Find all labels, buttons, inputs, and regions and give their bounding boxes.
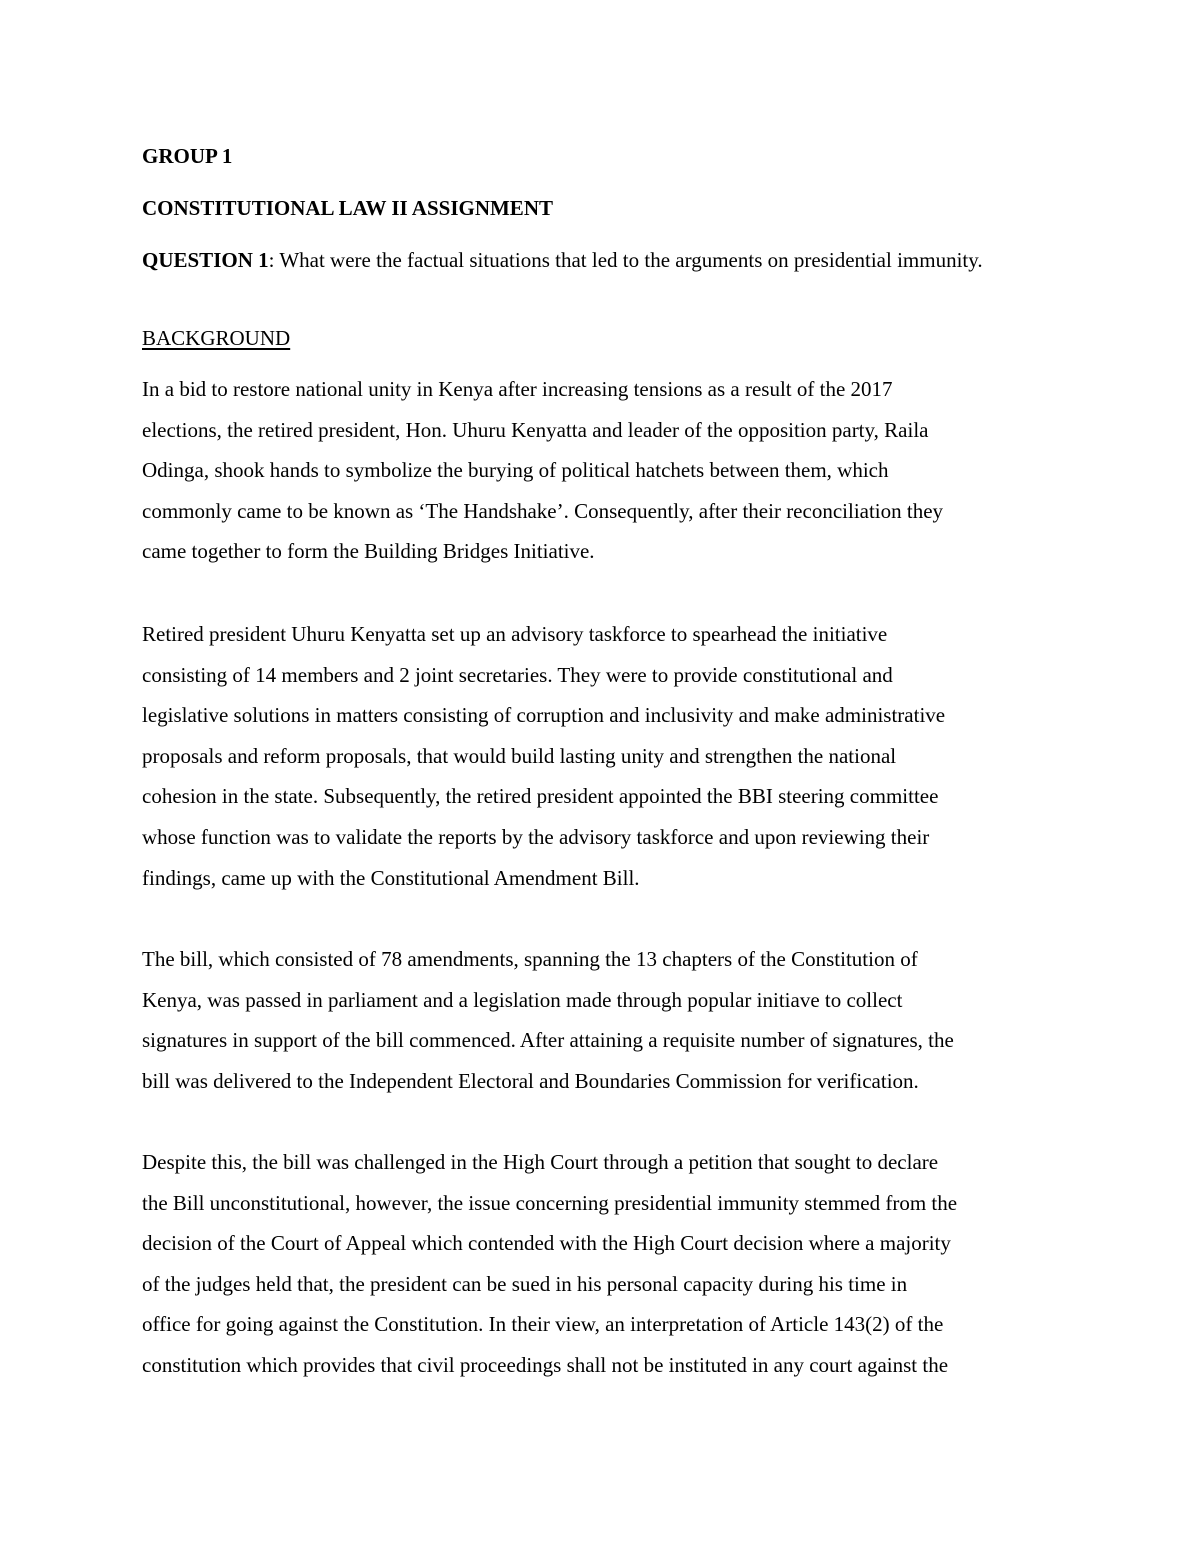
text-line: legislative solutions in matters consisting of corruption and inclusivity and make administrative [142, 703, 946, 728]
section-title-background: BACKGROUND [142, 326, 291, 350]
text-line: In a bid to restore national unity in Kenya after increasing tensions as a result of the 2017 [142, 377, 893, 401]
text-line: Despite this, the bill was challenged in the High Court through a petition that sought to declare [142, 1150, 939, 1174]
text-line: whose function was to validate the reports by the advisory taskforce and upon reviewing their [142, 824, 930, 849]
text-line: constitution which provides that civil proceedings shall not be instituted in any court against the [142, 1352, 949, 1377]
text-line: The bill, which consisted of 78 amendments, spanning the 13 chapters of the Constitution of [142, 947, 918, 971]
text-line: proposals and reform proposals, that would build lasting unity and strengthen the national [142, 743, 897, 768]
question-1 [142, 244, 1042, 276]
question-label: QUESTION 1 [142, 248, 269, 272]
text-line: Kenya, was passed in parliament and a legislation made through popular initiave to collect [142, 987, 903, 1012]
course-heading: CONSTITUTIONAL LAW II ASSIGNMENT [142, 196, 553, 220]
text-line: consisting of 14 members and 2 joint secretaries. They were to provide constitutional and [142, 662, 893, 687]
text-line: office for going against the Constitution. In their view, an interpretation of Article 143(2) of the [142, 1312, 944, 1337]
group-heading: GROUP 1 [142, 144, 233, 168]
text-line: cohesion in the state. Subsequently, the retired president appointed the BBI steering committee [142, 784, 939, 809]
text-line: signatures in support of the bill commenced. After attaining a requisite number of signatures, the [142, 1028, 954, 1053]
paragraph-2 [142, 614, 1062, 898]
text-line: came together to form the Building Bridges Initiative. [142, 539, 595, 564]
text-line: Odinga, shook hands to symbolize the burying of political hatchets between them, which [142, 458, 889, 483]
text-line: Retired president Uhuru Kenyatta set up an advisory taskforce to spearhead the initiative [142, 622, 888, 646]
paragraph-1 [142, 369, 1062, 572]
text-line: decision of the Court of Appeal which contended with the High Court decision where a majority [142, 1231, 951, 1256]
text-line: commonly came to be known as ‘The Handshake’. Consequently, after their reconciliation they [142, 498, 944, 523]
text-line: the Bill unconstitutional, however, the issue concerning presidential immunity stemmed from the [142, 1190, 958, 1215]
text-line: findings, came up with the Constitutional Amendment Bill. [142, 865, 640, 890]
text-line: bill was delivered to the Independent Electoral and Boundaries Commission for verification. [142, 1068, 919, 1093]
text-line: elections, the retired president, Hon. Uhuru Kenyatta and leader of the opposition party, Raila [142, 417, 929, 442]
question-text: : What were the factual situations that led to the arguments on presidential immunity. [268, 248, 983, 272]
paragraph-4 [142, 1142, 1062, 1386]
paragraph-3 [142, 939, 1062, 1101]
text-line: of the judges held that, the president can be sued in his personal capacity during his time in [142, 1271, 908, 1296]
